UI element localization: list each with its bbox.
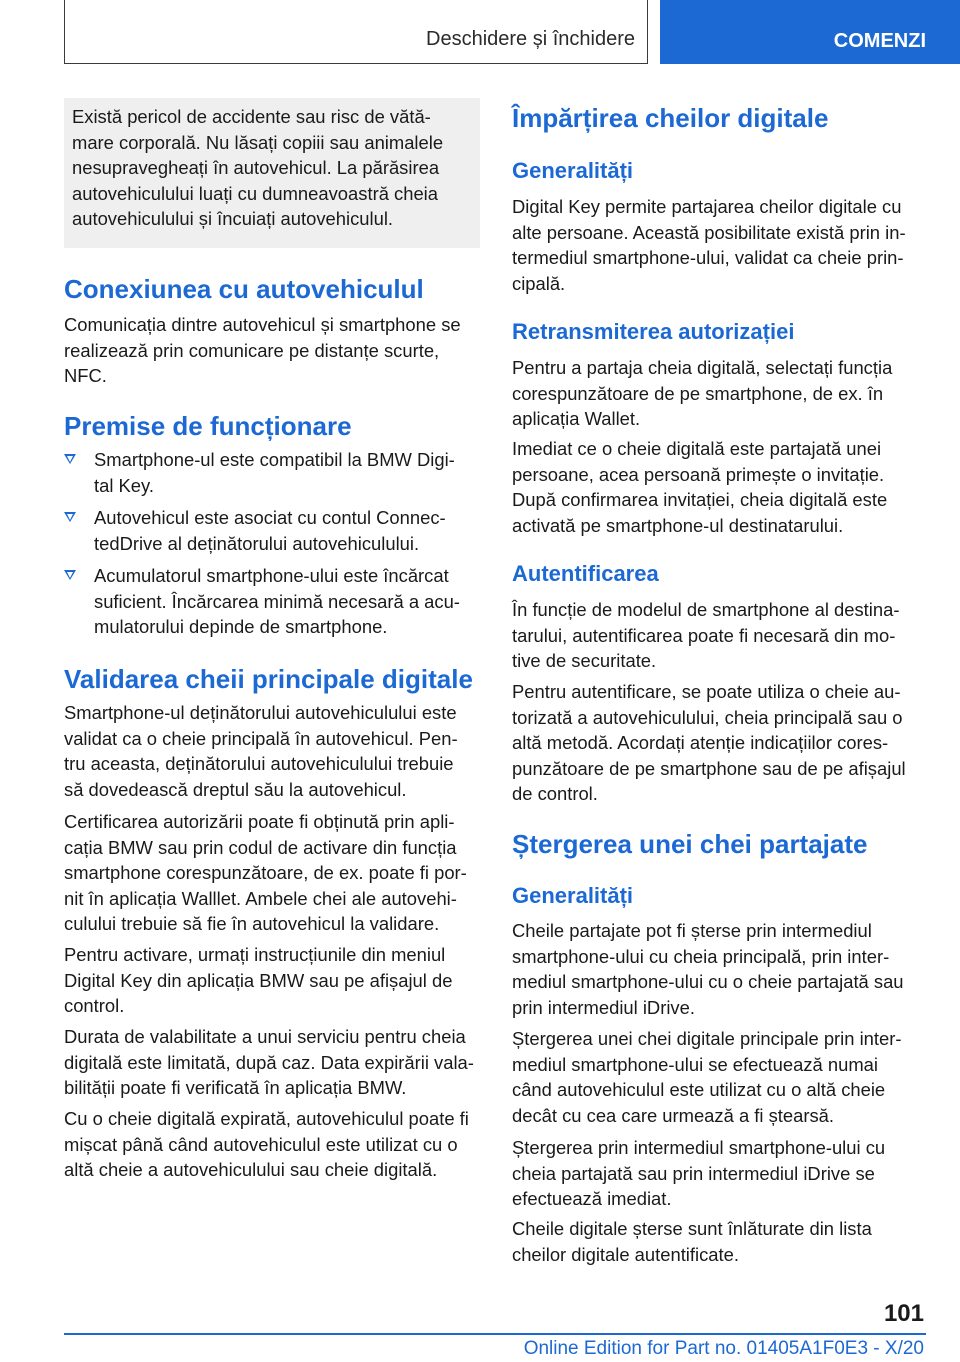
text-line: NFC. bbox=[64, 365, 107, 386]
text-line: Comunicația dintre autovehicul și smartphone se bbox=[64, 314, 461, 335]
text-line: nit în aplicația Walllet. Ambele chei ale autovehi- bbox=[64, 887, 457, 909]
text-line: smartphone corespunzătoare, de ex. poate fi por- bbox=[64, 862, 467, 883]
subheading-retransmitere: Retransmiterea autorizației bbox=[512, 319, 795, 344]
text-line: mediul smartphone-ului cu o cheie partajată sau bbox=[512, 971, 904, 992]
subheading-generalitati: Generalități bbox=[512, 158, 634, 183]
text-line: mulatorului depinde de smartphone. bbox=[94, 616, 388, 637]
text-line: Certificarea autorizării poate fi obținută prin apli- bbox=[64, 811, 455, 832]
text-line: activată pe smartphone-ul destinatarului. bbox=[512, 514, 844, 536]
text-line: torizată a autovehiculului, cheia principală sau o bbox=[512, 706, 903, 728]
text-line: când autovehiculul este utilizat cu o altă cheie bbox=[512, 1079, 886, 1100]
text-line: cația BMW sau prin codul de activare din funcția bbox=[64, 836, 457, 858]
text-line: tive de securitate. bbox=[512, 650, 657, 671]
paragraph-conexiune bbox=[64, 312, 480, 389]
paragraph-validare-1 bbox=[64, 700, 480, 802]
text-line: digitală este limitată, după caz. Data expirării vala- bbox=[64, 1051, 474, 1073]
page-number: 101 bbox=[883, 1300, 924, 1327]
text-line: altă metodă. Acordați atenție indicațiilor cores- bbox=[512, 732, 889, 753]
text-line: După confirmarea invitației, cheia digitală este bbox=[512, 489, 888, 510]
heading-impartire: Împărțirea cheilor digitale bbox=[512, 103, 829, 133]
text-line: Digital Key permite partajarea cheilor digitale cu bbox=[512, 196, 902, 217]
text-line: Pentru activare, urmați instrucțiunile din meniul bbox=[64, 944, 446, 965]
paragraph-autentificare-1 bbox=[512, 597, 918, 674]
subheading-generalitati: Generalități bbox=[512, 883, 634, 908]
paragraph-validare-3 bbox=[64, 942, 480, 1019]
paragraph-autentificare-2 bbox=[512, 679, 918, 807]
text-line: corespunzătoare de pe smartphone, de ex. în bbox=[512, 382, 884, 404]
text-line: să dovedească dreptul său la autovehicul. bbox=[64, 778, 407, 800]
text-line: Pentru autentificare, se poate utiliza o cheie au- bbox=[512, 681, 901, 702]
list-item bbox=[64, 563, 480, 640]
subheading-autentificare: Autentificarea bbox=[512, 561, 659, 586]
warning-line: Există pericol de accidente sau risc de vătă- bbox=[72, 106, 431, 127]
paragraph-validare-4 bbox=[64, 1024, 480, 1101]
text-line: prin intermediul iDrive. bbox=[512, 996, 695, 1018]
text-line: tedDrive al deținătorului autovehiculului. bbox=[94, 532, 420, 554]
text-line: bilității poate fi verificată în aplicația BMW. bbox=[64, 1077, 407, 1098]
text-line: Cheile partajate pot fi șterse prin intermediul bbox=[512, 920, 872, 941]
text-line: cheilor digitale autentificate. bbox=[512, 1243, 739, 1265]
paragraph-validare-2 bbox=[64, 809, 480, 937]
text-line: culului trebuie să fie în autovehicul la validare. bbox=[64, 913, 440, 934]
text-line: punzătoare de pe smartphone sau de pe afișajul bbox=[512, 757, 906, 779]
text-line: mediul smartphone-ului se efectuează numai bbox=[512, 1053, 878, 1075]
text-line: Cheile digitale șterse sunt înlăturate din lista bbox=[512, 1218, 872, 1239]
list-item bbox=[64, 447, 480, 498]
paragraph-retransmitere-1 bbox=[512, 355, 918, 432]
text-line: de control. bbox=[512, 783, 598, 804]
text-line: Autovehicul este asociat cu contul Connec- bbox=[94, 507, 446, 528]
text-line: suficient. Încărcarea minimă necesară a acu- bbox=[94, 590, 460, 612]
warning-line: autovehiculului și încuiați autovehiculul. bbox=[72, 208, 394, 229]
paragraph-stergere-4 bbox=[512, 1216, 918, 1267]
text-line: smartphone-ului cu cheia principală, prin inter- bbox=[512, 945, 890, 967]
warning-line: autovehiculului luați cu dumneavoastră cheia bbox=[72, 182, 438, 204]
bullet-triangle-icon bbox=[64, 454, 76, 464]
text-line: cheia partajată sau prin intermediul iDrive se bbox=[512, 1162, 875, 1184]
paragraph-validare-5 bbox=[64, 1106, 480, 1183]
warning-box bbox=[64, 98, 480, 248]
footer-divider bbox=[64, 1333, 926, 1335]
text-line: Digital Key din aplicația BMW sau pe afișajul de bbox=[64, 969, 453, 991]
text-line: cipală. bbox=[512, 272, 566, 294]
text-line: alte persoane. Această posibilitate există prin in- bbox=[512, 221, 906, 243]
text-line: realizează prin comunicare pe distanțe scurte, bbox=[64, 339, 440, 361]
text-line: Smartphone-ul este compatibil la BMW Digi- bbox=[94, 449, 455, 470]
text-line: Imediat ce o cheie digitală este partajată unei bbox=[512, 438, 882, 459]
paragraph-retransmitere-2 bbox=[512, 436, 918, 538]
text-line: Acumulatorul smartphone-ului este încărcat bbox=[94, 565, 449, 586]
warning-line: nesupravegheați în autovehicul. La părăsirea bbox=[72, 157, 440, 178]
text-line: persoane, acea persoană primește o invitație. bbox=[512, 463, 885, 485]
paragraph-stergere-2 bbox=[512, 1026, 918, 1128]
header-section-box bbox=[64, 0, 648, 64]
text-line: Durata de valabilitate a unui serviciu pentru cheia bbox=[64, 1026, 466, 1047]
chapter-tab: COMENZI bbox=[660, 0, 960, 64]
heading-premise: Premise de funcționare bbox=[64, 411, 352, 441]
text-line: Smartphone-ul deținătorului autovehiculului este bbox=[64, 702, 457, 723]
text-line: control. bbox=[64, 995, 125, 1016]
paragraph-generalitati-1 bbox=[512, 194, 918, 296]
text-line: altă cheie a autovehiculului sau cheie digitală. bbox=[64, 1159, 438, 1180]
text-line: tru aceasta, deținătorului autovehiculului trebuie bbox=[64, 753, 454, 774]
text-line: decât cu cea care urmează a fi ștearsă. bbox=[512, 1104, 834, 1126]
text-line: termediul smartphone-ului, validat ca cheie prin- bbox=[512, 247, 904, 268]
text-line: Pentru a partaja cheia digitală, selectați funcția bbox=[512, 357, 893, 378]
bullet-triangle-icon bbox=[64, 570, 76, 580]
footer-edition: Online Edition for Part no. 01405A1F0E3 - X/20 bbox=[523, 1338, 924, 1359]
text-line: mișcat până când autovehiculul este utilizat cu o bbox=[64, 1133, 458, 1155]
paragraph-stergere-3 bbox=[512, 1135, 918, 1212]
text-line: tal Key. bbox=[94, 474, 154, 496]
text-line: Ștergerea unei chei digitale principale prin inter- bbox=[512, 1028, 902, 1049]
heading-stergere: Ștergerea unei chei partajate bbox=[512, 829, 868, 859]
heading-conexiune: Conexiunea cu autovehiculul bbox=[64, 274, 424, 304]
text-line: efectuează imediat. bbox=[512, 1188, 672, 1209]
section-title: Deschidere și închidere bbox=[426, 28, 635, 50]
text-line: Cu o cheie digitală expirată, autovehiculul poate fi bbox=[64, 1108, 469, 1129]
paragraph-stergere-1 bbox=[512, 918, 918, 1020]
bullet-triangle-icon bbox=[64, 512, 76, 522]
text-line: Ștergerea prin intermediul smartphone-ului cu bbox=[512, 1137, 886, 1158]
text-line: tarului, autentificarea poate fi necesară din mo- bbox=[512, 624, 896, 646]
text-line: În funcție de modelul de smartphone al destina- bbox=[512, 599, 900, 620]
text-line: aplicația Wallet. bbox=[512, 408, 641, 429]
heading-validare: Validarea cheii principale digitale bbox=[64, 664, 473, 694]
text-line: validat ca o cheie principală în autovehicul. Pen- bbox=[64, 727, 458, 749]
list-item bbox=[64, 505, 480, 556]
warning-line: mare corporală. Nu lăsați copiii sau animalele bbox=[72, 131, 444, 153]
